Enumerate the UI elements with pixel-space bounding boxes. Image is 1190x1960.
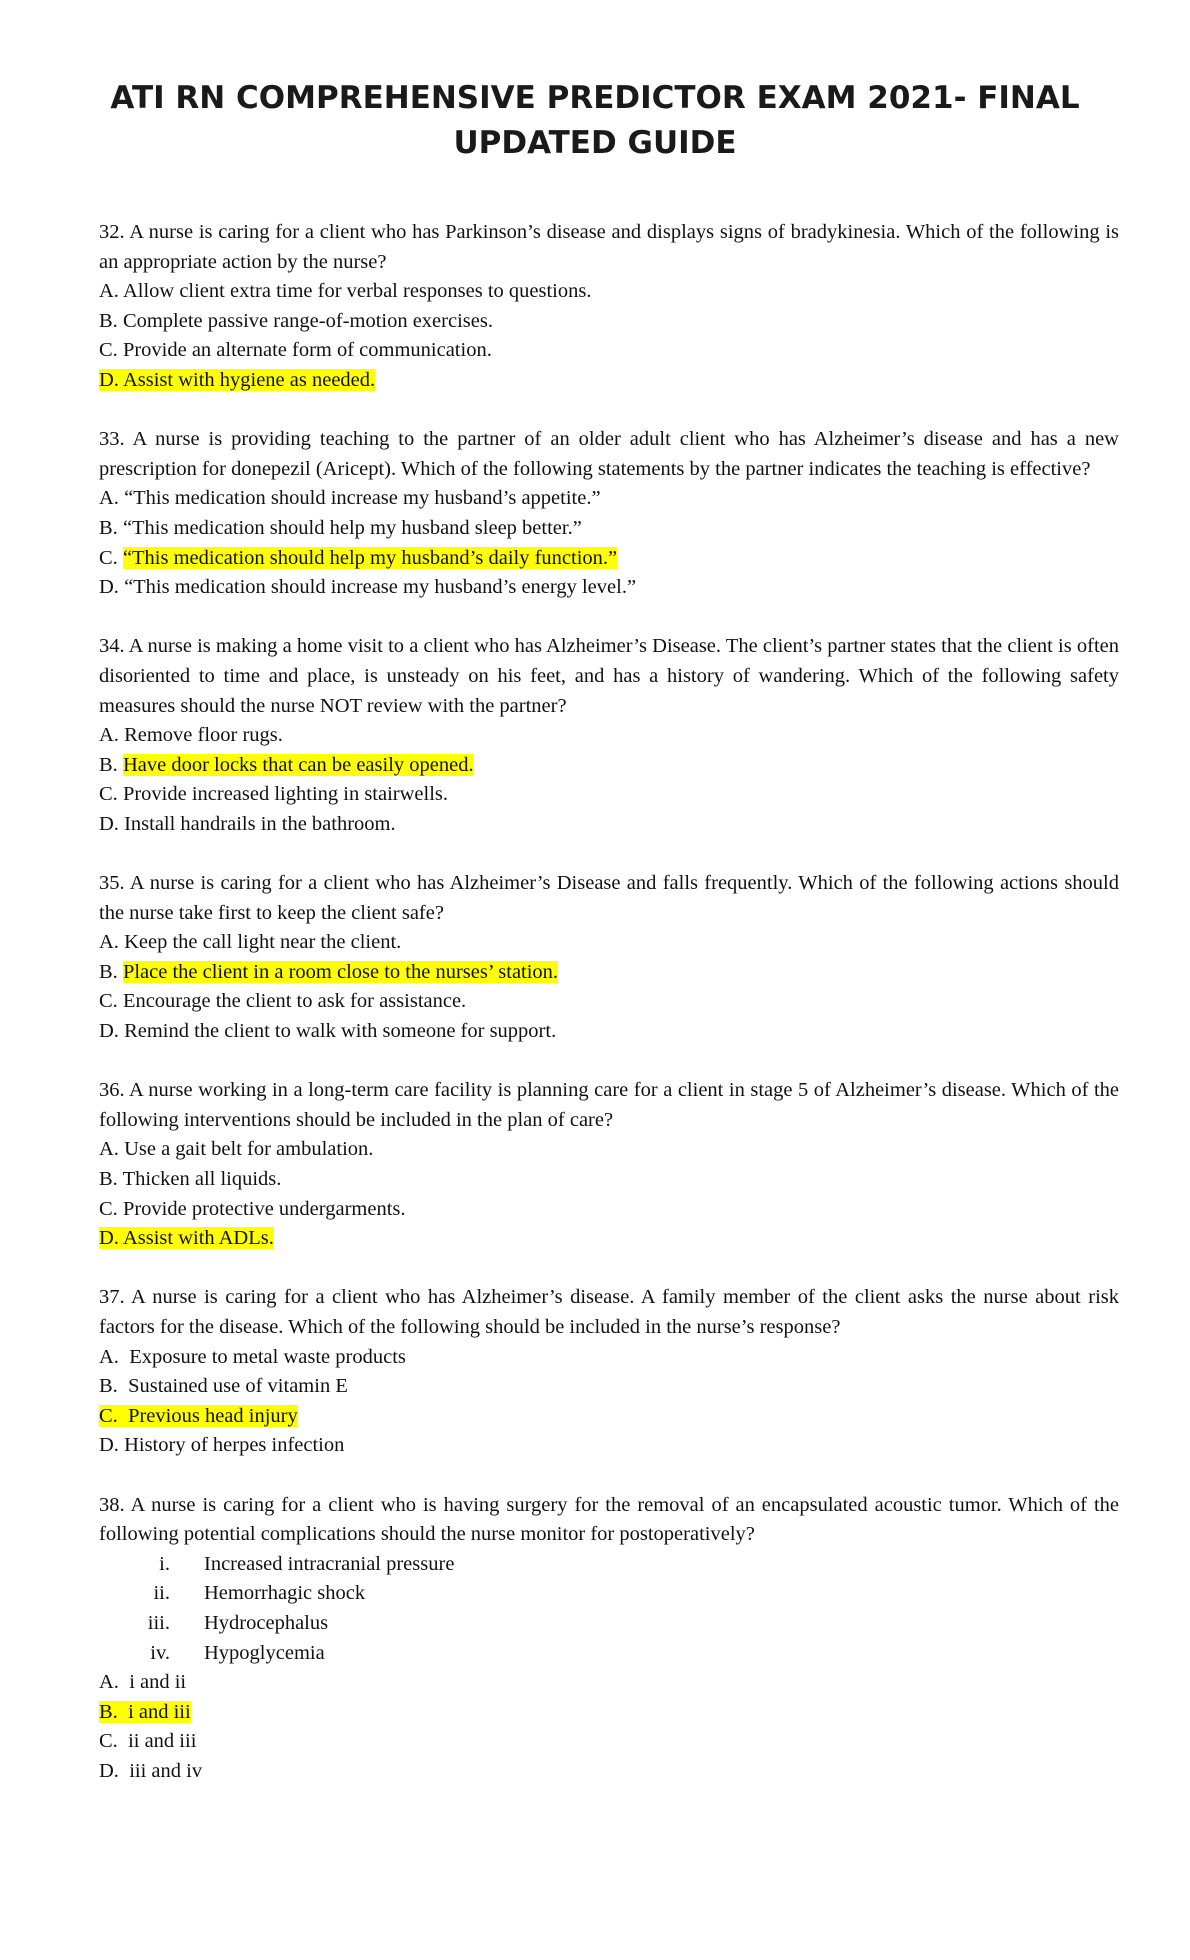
option-c: C. ii and iii bbox=[99, 1730, 197, 1753]
option-b-correct: B. Have door locks that can be easily opened. bbox=[99, 753, 474, 776]
question-stem: 35. A nurse is caring for a client who has Alzheimer’s Disease and falls frequently. Which of the following actions should the nurse take first to keep the client safe? bbox=[99, 872, 1119, 924]
answer-highlight: C. Previous head injury bbox=[99, 1404, 298, 1427]
option-b: B. Sustained use of vitamin E bbox=[99, 1375, 348, 1398]
question-38 bbox=[99, 1491, 1119, 1787]
option-d-correct bbox=[99, 1224, 1119, 1254]
option-a: A. Allow client extra time for verbal responses to questions. bbox=[99, 280, 592, 303]
question-stem: 32. A nurse is caring for a client who has Parkinson’s disease and displays signs of bradykinesia. Which of the following is an appropriate action by the nurse? bbox=[99, 221, 1119, 273]
question-stem: 38. A nurse is caring for a client who is having surgery for the removal of an encapsulated acoustic tumor. Which of the following potential complications should the nurse monitor for postoperatively? bbox=[99, 1493, 1119, 1546]
option-a: A. Exposure to metal waste products bbox=[99, 1345, 406, 1368]
answer-highlight: D. Assist with hygiene as needed. bbox=[99, 368, 376, 391]
question-37 bbox=[99, 1283, 1119, 1461]
sub-item: ii. Hemorrhagic shock bbox=[153, 1582, 366, 1605]
sub-item: i. Increased intracranial pressure bbox=[159, 1552, 455, 1575]
question-stem: 33. A nurse is providing teaching to the partner of an older adult client who has Alzheimer’s disease and has a new prescription for donepezil (Aricept). Which of the following statements by the partner indicates the teaching is effective? bbox=[99, 428, 1119, 480]
question-32 bbox=[99, 218, 1119, 396]
option-a: A. i and ii bbox=[99, 1671, 187, 1694]
question-35 bbox=[99, 869, 1119, 1047]
question-34 bbox=[99, 632, 1119, 839]
answer-highlight: “This medication should help my husband’s daily function.” bbox=[122, 546, 618, 569]
answer-highlight: D. Assist with ADLs. bbox=[99, 1227, 274, 1250]
option-d: D. iii and iv bbox=[99, 1759, 203, 1782]
question-33 bbox=[99, 425, 1119, 603]
sub-item: iii. Hydrocephalus bbox=[147, 1611, 329, 1634]
option-b: B. “This medication should help my husband sleep better.” bbox=[99, 516, 582, 539]
option-a: A. “This medication should increase my husband’s appetite.” bbox=[99, 487, 601, 510]
option-a: A. Keep the call light near the client. bbox=[99, 931, 402, 954]
option-c: C. Provide an alternate form of communication. bbox=[99, 339, 492, 362]
question-36 bbox=[99, 1076, 1119, 1254]
option-c-correct: C. “This medication should help my husband’s daily function.” bbox=[99, 546, 618, 569]
option-d: D. Install handrails in the bathroom. bbox=[99, 812, 396, 835]
option-d: D. “This medication should increase my husband’s energy level.” bbox=[99, 576, 637, 599]
option-c-correct bbox=[99, 1402, 1119, 1432]
option-d: D. History of herpes infection bbox=[99, 1434, 345, 1457]
sub-item: iv. Hypoglycemia bbox=[150, 1641, 325, 1664]
question-list bbox=[99, 218, 1119, 1816]
question-stem: 37. A nurse is caring for a client who has Alzheimer’s disease. A family member of the client asks the nurse about risk factors for the disease. Which of the following should be included in the nurse’s response? bbox=[99, 1286, 1119, 1338]
option-d: D. Remind the client to walk with someone for support. bbox=[99, 1020, 557, 1043]
option-b: B. Complete passive range-of-motion exercises. bbox=[99, 309, 493, 332]
option-a: A. Use a gait belt for ambulation. bbox=[99, 1138, 374, 1161]
option-b: B. Thicken all liquids. bbox=[99, 1168, 282, 1190]
option-d-correct bbox=[99, 366, 1119, 396]
question-stem: 34. A nurse is making a home visit to a client who has Alzheimer’s Disease. The client’s partner states that the client is often disoriented to time and place, is unsteady on his feet, and has a history of wandering. Which of the following safety measures should the nurse NOT review with the partner? bbox=[99, 635, 1119, 717]
document-title: ATI RN COMPREHENSIVE PREDICTOR EXAM 2021- FINAL UPDATED GUIDE bbox=[110, 80, 1080, 161]
question-stem: 36. A nurse working in a long-term care facility is planning care for a client in stage 5 of Alzheimer’s disease. Which of the following interventions should be included in the plan of care? bbox=[99, 1079, 1119, 1131]
answer-highlight: B. i and iii bbox=[99, 1700, 191, 1723]
option-c: C. Encourage the client to ask for assistance. bbox=[99, 990, 467, 1013]
answer-highlight: Place the client in a room close to the nurses’ station. bbox=[122, 960, 559, 983]
option-a: A. Remove floor rugs. bbox=[99, 724, 283, 747]
option-c: C. Provide increased lighting in stairwells. bbox=[99, 783, 449, 806]
answer-highlight: Have door locks that can be easily opened. bbox=[122, 753, 474, 776]
option-c: C. Provide protective undergarments. bbox=[99, 1197, 406, 1220]
option-b-correct: B. Place the client in a room close to the nurses’ station. bbox=[99, 960, 559, 983]
option-b-correct bbox=[99, 1698, 1119, 1728]
